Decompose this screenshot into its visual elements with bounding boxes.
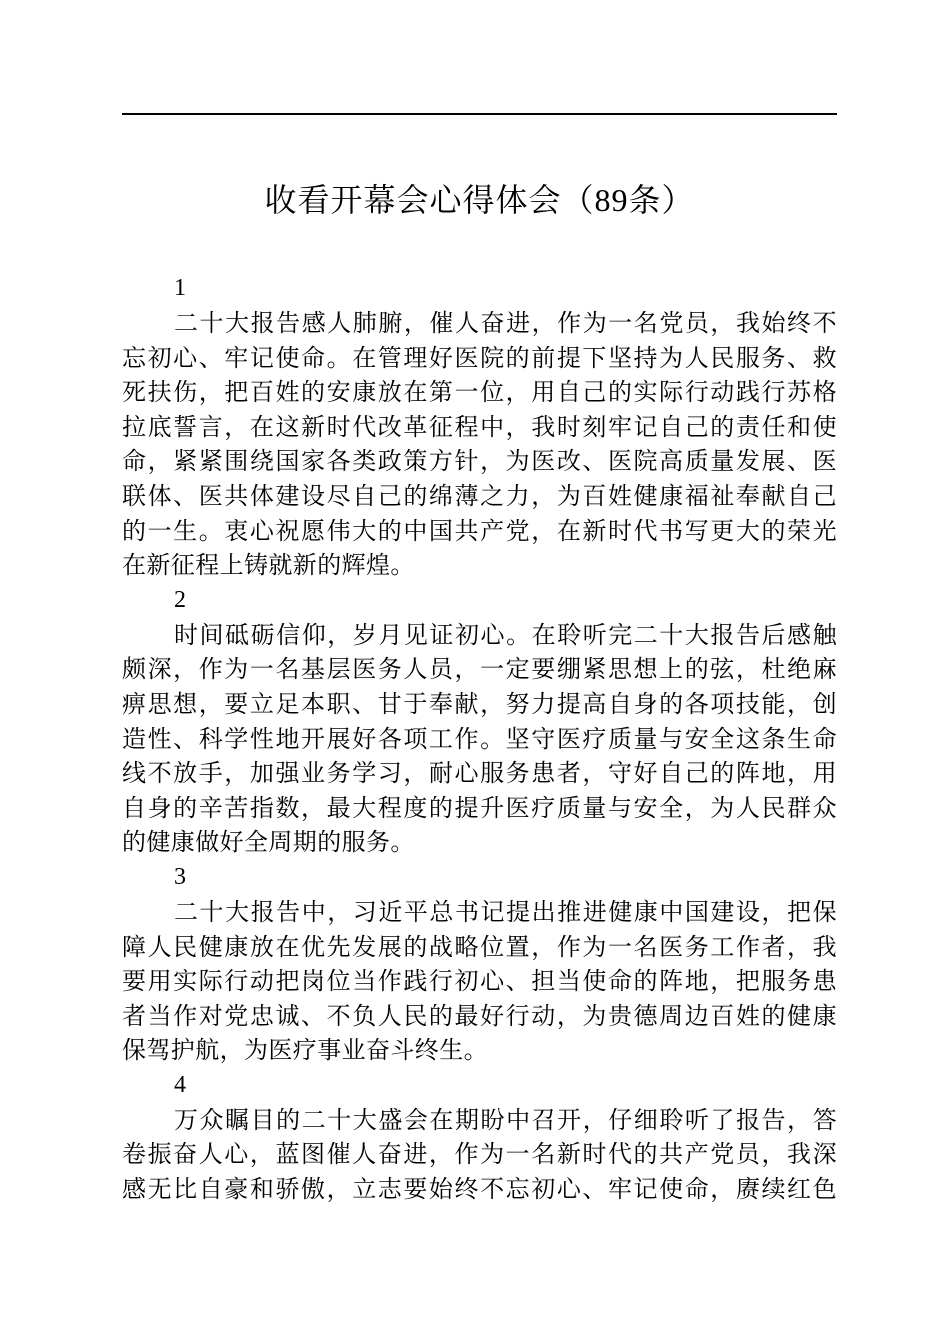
paragraph-line: 死扶伤，把百姓的安康放在第一位，用自己的实际行动践行苏格 xyxy=(122,378,837,407)
paragraph-line: 障人民健康放在优先发展的战略位置，作为一名医务工作者，我 xyxy=(122,932,837,961)
entry-4 xyxy=(122,1068,837,1207)
paragraph-line: 要用实际行动把岗位当作践行初心、担当使命的阵地，把服务患 xyxy=(122,967,837,996)
entry-number: 2 xyxy=(174,586,186,613)
paragraph-line: 二十大报告中，习近平总书记提出推进健康中国建设，把保 xyxy=(174,897,837,926)
entry-number: 4 xyxy=(174,1071,186,1098)
paragraph-line: 线不放手，加强业务学习，耐心服务患者，守好自己的阵地，用 xyxy=(122,759,837,788)
title-end: 条） xyxy=(628,181,695,219)
document-body xyxy=(122,271,837,1207)
paragraph-line: 二十大报告感人肺腑，催人奋进，作为一名党员，我始终不 xyxy=(174,309,837,337)
title-main: 收看开幕会心得体会（ xyxy=(264,181,595,219)
paragraph-line: 的一生。衷心祝愿伟大的中国共产党，在新时代书写更大的荣光 xyxy=(122,516,837,545)
paragraph-line: 拉底誓言，在这新时代改革征程中，我时刻牢记自己的责任和使 xyxy=(122,412,837,441)
paragraph-line: 时间砥砺信仰，岁月见证初心。在聆听完二十大报告后感触 xyxy=(174,620,837,649)
entry-2 xyxy=(122,583,837,860)
paragraph-line: 忘初心、牢记使命。在管理好医院的前提下坚持为人民服务、救 xyxy=(122,343,837,372)
paragraph-line: 的健康做好全周期的服务。 xyxy=(122,828,415,857)
paragraph-line: 痹思想，要立足本职、甘于奉献，努力提高自身的各项技能，创 xyxy=(122,689,837,718)
paragraph-line: 卷振奋人心，蓝图催人奋进，作为一名新时代的共产党员，我深 xyxy=(122,1140,837,1169)
paragraph-line: 命，紧紧围绕国家各类政策方针，为医改、医院高质量发展、医 xyxy=(122,447,837,476)
entry-1 xyxy=(122,271,837,583)
paragraph-line: 者当作对党忠诚、不负人民的最好行动，为贵德周边百姓的健康 xyxy=(122,1001,837,1030)
entry-paragraph xyxy=(122,1103,837,1207)
paragraph-line: 造性、科学性地开展好各项工作。坚守医疗质量与安全这条生命 xyxy=(122,724,837,753)
entry-paragraph xyxy=(122,306,837,583)
title-count: 89 xyxy=(594,182,629,218)
entry-paragraph xyxy=(122,895,837,1068)
paragraph-line: 颇深，作为一名基层医务人员，一定要绷紧思想上的弦，杜绝麻 xyxy=(122,655,837,684)
paragraph-line: 联体、医共体建设尽自己的绵薄之力，为百姓健康福祉奉献自己 xyxy=(122,481,837,510)
entry-paragraph xyxy=(122,618,837,860)
entry-number: 1 xyxy=(174,275,186,301)
header-rule xyxy=(122,113,837,115)
entry-number: 3 xyxy=(174,863,186,890)
document-title xyxy=(122,178,837,222)
paragraph-line: 在新征程上铸就新的辉煌。 xyxy=(122,551,415,580)
entry-3 xyxy=(122,860,837,1068)
paragraph-line: 万众瞩目的二十大盛会在期盼中召开，仔细聆听了报告，答 xyxy=(174,1105,837,1134)
paragraph-line: 自身的辛苦指数，最大程度的提升医疗质量与安全，为人民群众 xyxy=(122,793,837,822)
paragraph-line: 感无比自豪和骄傲，立志要始终不忘初心、牢记使命，赓续红色 xyxy=(122,1175,837,1204)
paragraph-line: 保驾护航，为医疗事业奋斗终生。 xyxy=(122,1036,488,1065)
